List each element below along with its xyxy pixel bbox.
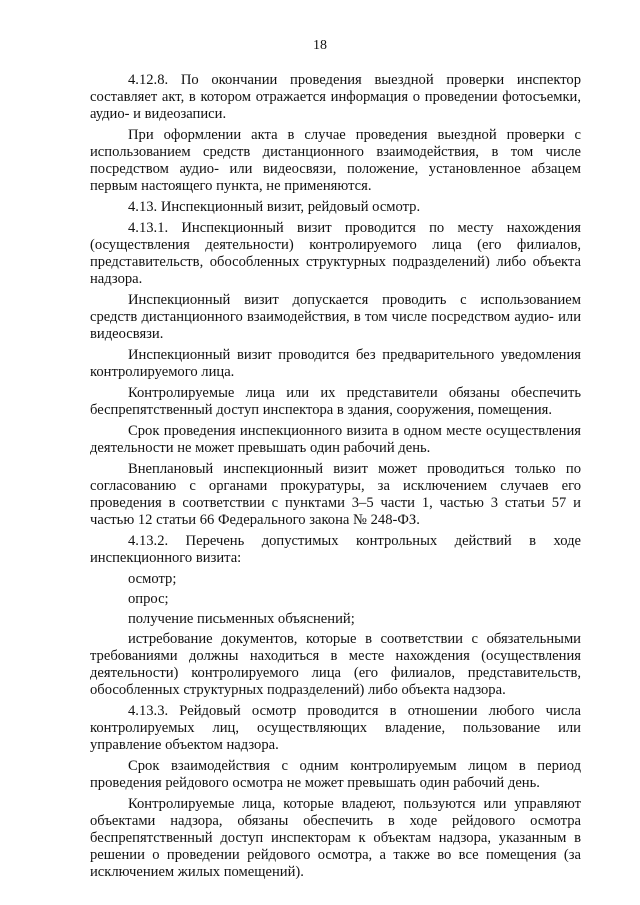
paragraph-no-notice: Инспекционный визит проводится без предварительного уведомления контролируемого лица.	[90, 347, 581, 380]
paragraph-4-13-1: 4.13.1. Инспекционный визит проводится по месту нахождения (осуществления деятельности) контролируемого лица (его филиалов, представительств, обособленных структурных подразделений) либо объекта надзора.	[90, 220, 581, 287]
paragraph-remote-act: При оформлении акта в случае проведения выездной проверки с использованием средств дистанционного взаимодействия, в том числе посредством аудио- или видеосвязи, положение, установленное абзацем первым настоящего пункта, не применяются.	[90, 127, 581, 194]
paragraph-visit-term: Срок проведения инспекционного визита в одном месте осуществления деятельности не может превышать один рабочий день.	[90, 423, 581, 456]
paragraph-remote-visit: Инспекционный визит допускается проводить с использованием средств дистанционного взаимодействия, в том числе посредством аудио- или видеосвязи.	[90, 292, 581, 342]
page-number: 18	[313, 38, 327, 53]
paragraph-raid-term: Срок взаимодействия с одним контролируемым лицом в период проведения рейдового осмотра не может превышать один рабочий день.	[90, 758, 581, 791]
document-body	[90, 72, 581, 885]
paragraph-4-12-8: 4.12.8. По окончании проведения выездной проверки инспектор составляет акт, в котором отражается информация о проведении фотосъемки, аудио- и видеозаписи.	[90, 72, 581, 122]
paragraph-access-duty: Контролируемые лица или их представители обязаны обеспечить беспрепятственный доступ инспектора в здания, сооружения, помещения.	[90, 385, 581, 418]
paragraph-4-13-3: 4.13.3. Рейдовый осмотр проводится в отношении любого числа контролируемых лиц, осуществляющих владение, пользование или управление объектом надзора.	[90, 703, 581, 753]
paragraph-unscheduled-visit: Внеплановый инспекционный визит может проводиться только по согласованию с органами прокуратуры, за исключением случаев его проведения в соответствии с пунктами 3–5 части 1, частью 3 статьи 57 и частью 12 статьи 66 Федерального закона № 248-ФЗ.	[90, 461, 581, 528]
paragraph-4-13-2: 4.13.2. Перечень допустимых контрольных действий в ходе инспекционного визита:	[90, 533, 581, 566]
section-heading-4-13: 4.13. Инспекционный визит, рейдовый осмотр.	[128, 199, 421, 215]
list-item-explanations: получение письменных объяснений;	[128, 611, 355, 627]
list-item-documents: истребование документов, которые в соответствии с обязательными требованиями должны находиться в месте нахождения (осуществления деятельности) контролируемого лица (его филиалов, представительств, обособленных структурных подразделений) либо объекта надзора.	[90, 631, 581, 698]
paragraph-raid-access: Контролируемые лица, которые владеют, пользуются или управляют объектами надзора, обязаны обеспечить в ходе рейдового осмотра беспрепятственный доступ инспекторам к объектам надзора, указанным в решении о проведении рейдового осмотра, а также во все помещения (за исключением жилых помещений).	[90, 796, 581, 880]
list-item-inspection: осмотр;	[128, 571, 177, 587]
list-item-survey: опрос;	[128, 591, 169, 607]
